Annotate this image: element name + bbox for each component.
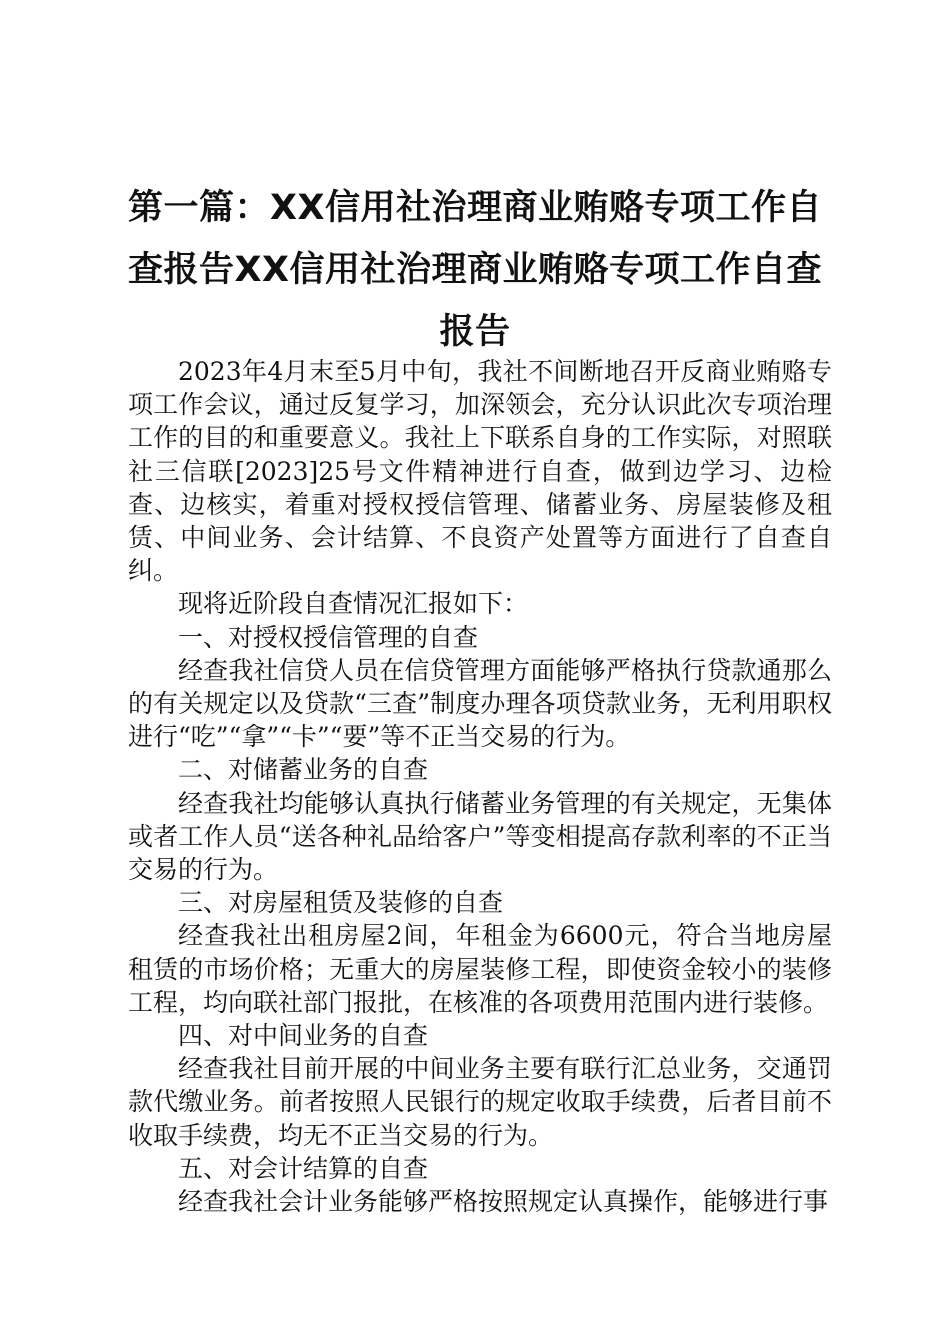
paragraph-credit: 经查我社信贷人员在信贷管理方面能够严格执行贷款通那么的有关规定以及贷款“三查”制度办理各项贷款业务，无利用职权进行“吃”“拿”“卡”“要”等不正当交易的行为。 xyxy=(128,655,832,752)
document-body xyxy=(128,355,832,1218)
section-heading-accounting: 五、对会计结算的自查 xyxy=(178,1153,429,1183)
section-heading-savings: 二、对储蓄业务的自查 xyxy=(178,755,429,785)
section-heading-intermediary: 四、对中间业务的自查 xyxy=(178,1021,429,1051)
paragraph-intermediary: 经查我社目前开展的中间业务主要有联行汇总业务，交通罚款代缴业务。前者按照人民银行的规定收取手续费，后者目前不收取手续费，均无不正当交易的行为。 xyxy=(128,1054,832,1150)
section-heading-credit: 一、对授权授信管理的自查 xyxy=(178,622,479,652)
paragraph-housing: 经查我社出租房屋2间，年租金为6600元，符合当地房屋租赁的市场价格；无重大的房屋装修工程，即使资金较小的装修工程，均向联社部门报批，在核准的各项费用范围内进行装修。 xyxy=(128,921,832,1017)
paragraph-savings: 经查我社均能够认真执行储蓄业务管理的有关规定，无集体或者工作人员“送各种礼品给客户”等变相提高存款利率的不正当交易的行为。 xyxy=(128,788,832,885)
document-title: 第一篇：XX信用社治理商业贿赂专项工作自查报告XX信用社治理商业贿赂专项工作自查报告 xyxy=(128,188,822,352)
paragraph-intro: 2023年4月末至5月中旬，我社不间断地召开反商业贿赂专项工作会议，通过反复学习，加深领会，充分认识此次专项治理工作的目的和重要意义。我社上下联系自身的工作实际，对照联社三信联[2023]25号文件精神进行自查，做到边学习、边检查、边核实，着重对授权授信管理、储蓄业务、房屋装修及租赁、中间业务、会计结算、不良资产处置等方面进行了自查自纠。 xyxy=(128,357,832,586)
paragraph-accounting: 经查我社会计业务能够严格按照规定认真操作，能够进行事 xyxy=(178,1187,829,1217)
paragraph-report-lead: 现将近阶段自查情况汇报如下： xyxy=(178,589,529,619)
section-heading-housing: 三、对房屋租赁及装修的自查 xyxy=(178,888,504,918)
